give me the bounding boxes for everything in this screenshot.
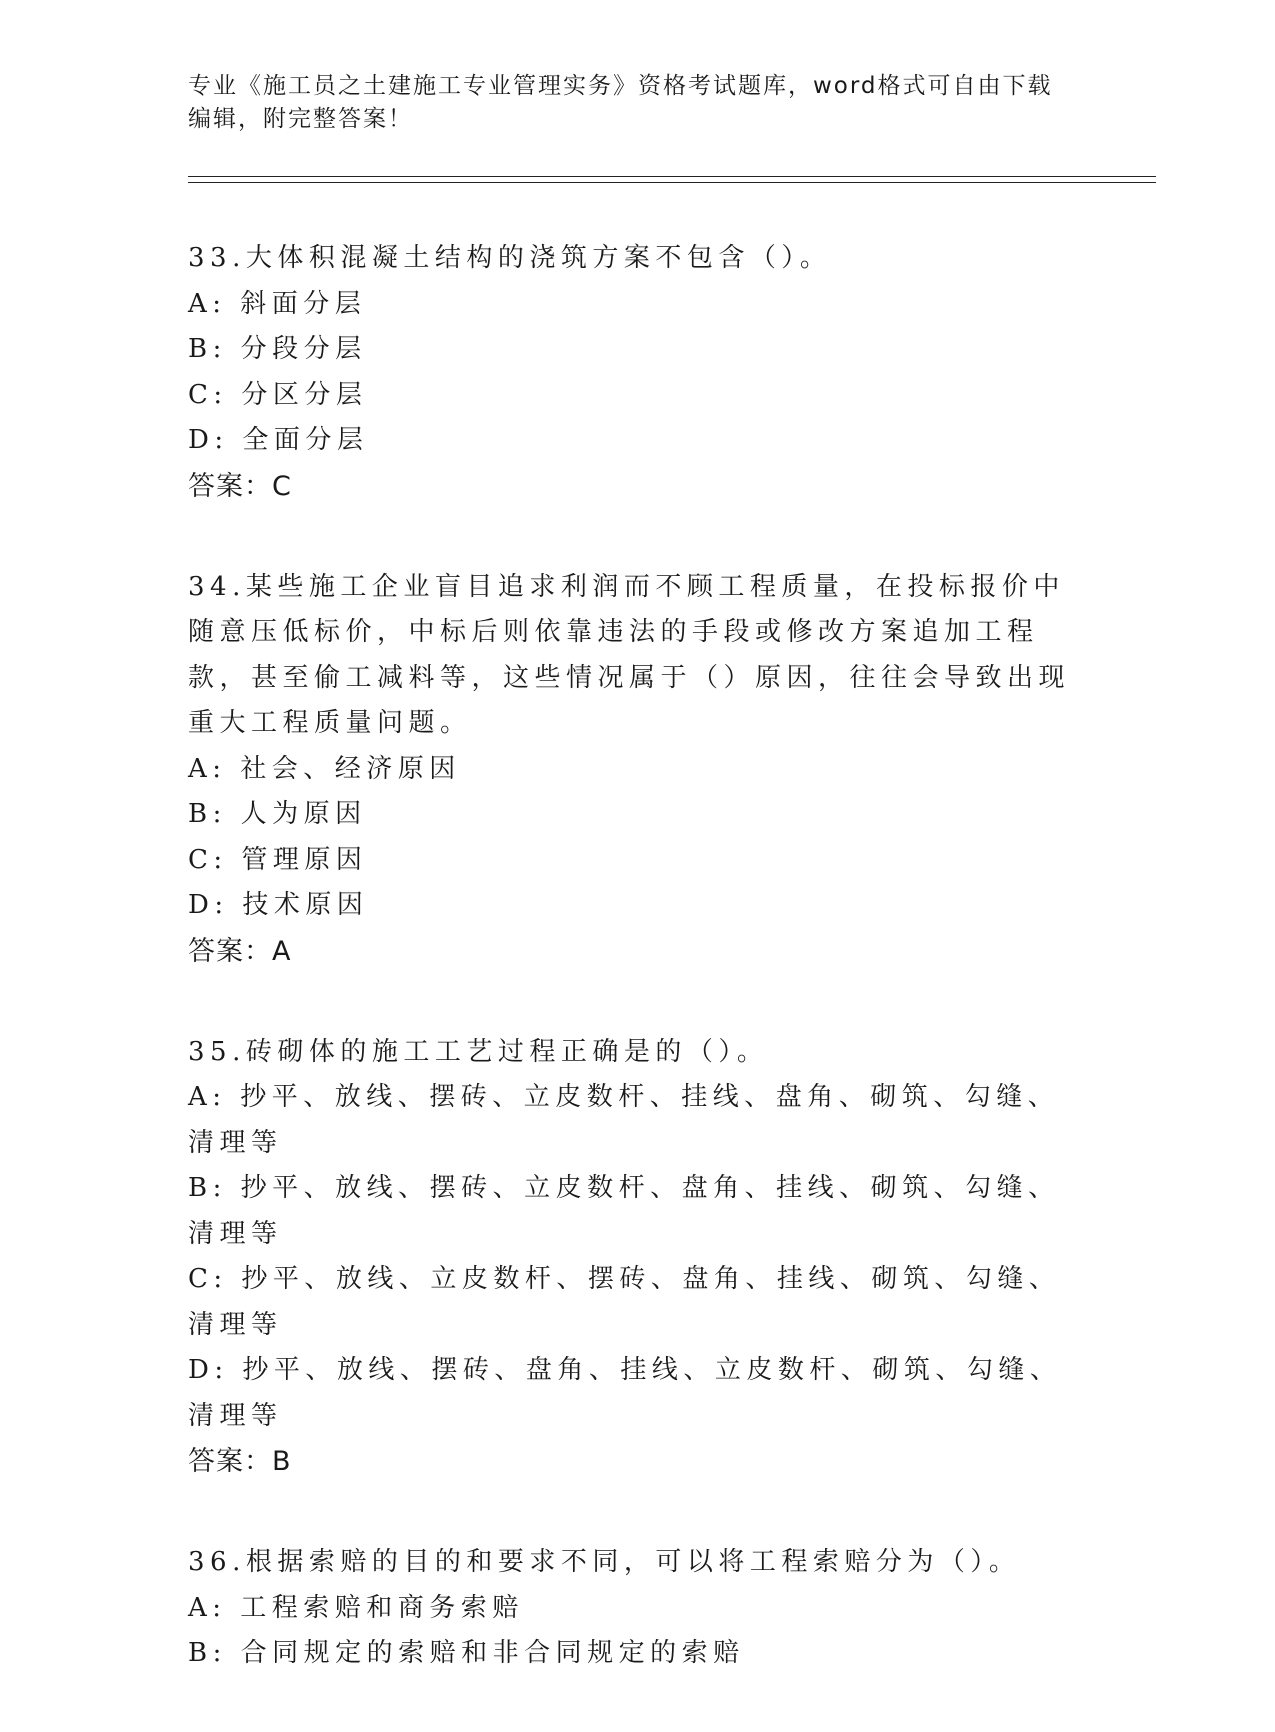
header-divider-bottom [188, 182, 1156, 183]
question-stem: 36.根据索赔的目的和要求不同，可以将工程索赔分为（）。 [188, 1547, 1021, 1577]
option-b: B: 合同规定的索赔和非合同规定的索赔 [188, 1638, 745, 1668]
question-33 [188, 236, 1088, 510]
option-a: A: 抄平、放线、摆砖、立皮数杆、挂线、盘角、砌筑、勾缝、清理等 [188, 1082, 1060, 1158]
option-a: A: 工程索赔和商务索赔 [188, 1592, 524, 1623]
option-c: C: 抄平、放线、立皮数杆、摆砖、盘角、挂线、砌筑、勾缝、清理等 [188, 1264, 1061, 1340]
option-a: A: 社会、经济原因 [188, 753, 461, 784]
question-stem: 33.大体积混凝土结构的浇筑方案不包含（）。 [188, 243, 832, 273]
question-35 [188, 1030, 1088, 1486]
option-b: B: 分段分层 [188, 334, 367, 364]
header-divider-top [188, 176, 1156, 177]
question-list [188, 236, 1088, 1732]
answer: 答案：B [188, 1446, 292, 1477]
answer: 答案：A [188, 935, 292, 967]
option-a: A: 斜面分层 [188, 288, 367, 319]
answer: 答案：C [188, 470, 292, 502]
option-d: D: 技术原因 [188, 890, 369, 920]
option-c: C: 管理原因 [188, 844, 368, 875]
option-d: D: 抄平、放线、摆砖、盘角、挂线、立皮数杆、砌筑、勾缝、清理等 [188, 1355, 1062, 1431]
option-b: B: 抄平、放线、摆砖、立皮数杆、盘角、挂线、砌筑、勾缝、清理等 [188, 1173, 1060, 1249]
option-b: B: 人为原因 [188, 799, 367, 829]
question-36 [188, 1540, 1088, 1677]
question-stem: 35.砖砌体的施工工艺过程正确是的（）。 [188, 1036, 769, 1067]
option-d: D: 全面分层 [188, 425, 369, 455]
document-header: 专业《施工员之土建施工专业管理实务》资格考试题库，word格式可自由下载编辑，附完整答案！ [188, 73, 1053, 132]
question-34 [188, 565, 1088, 975]
option-c: C: 分区分层 [188, 379, 368, 410]
question-stem: 34.某些施工企业盲目追求利润而不顾工程质量，在投标报价中随意压低标价，中标后则依靠违法的手段或修改方案追加工程款，甚至偷工减料等，这些情况属于（）原因，往往会导致出现重大工程质量问题。 [188, 571, 1071, 738]
